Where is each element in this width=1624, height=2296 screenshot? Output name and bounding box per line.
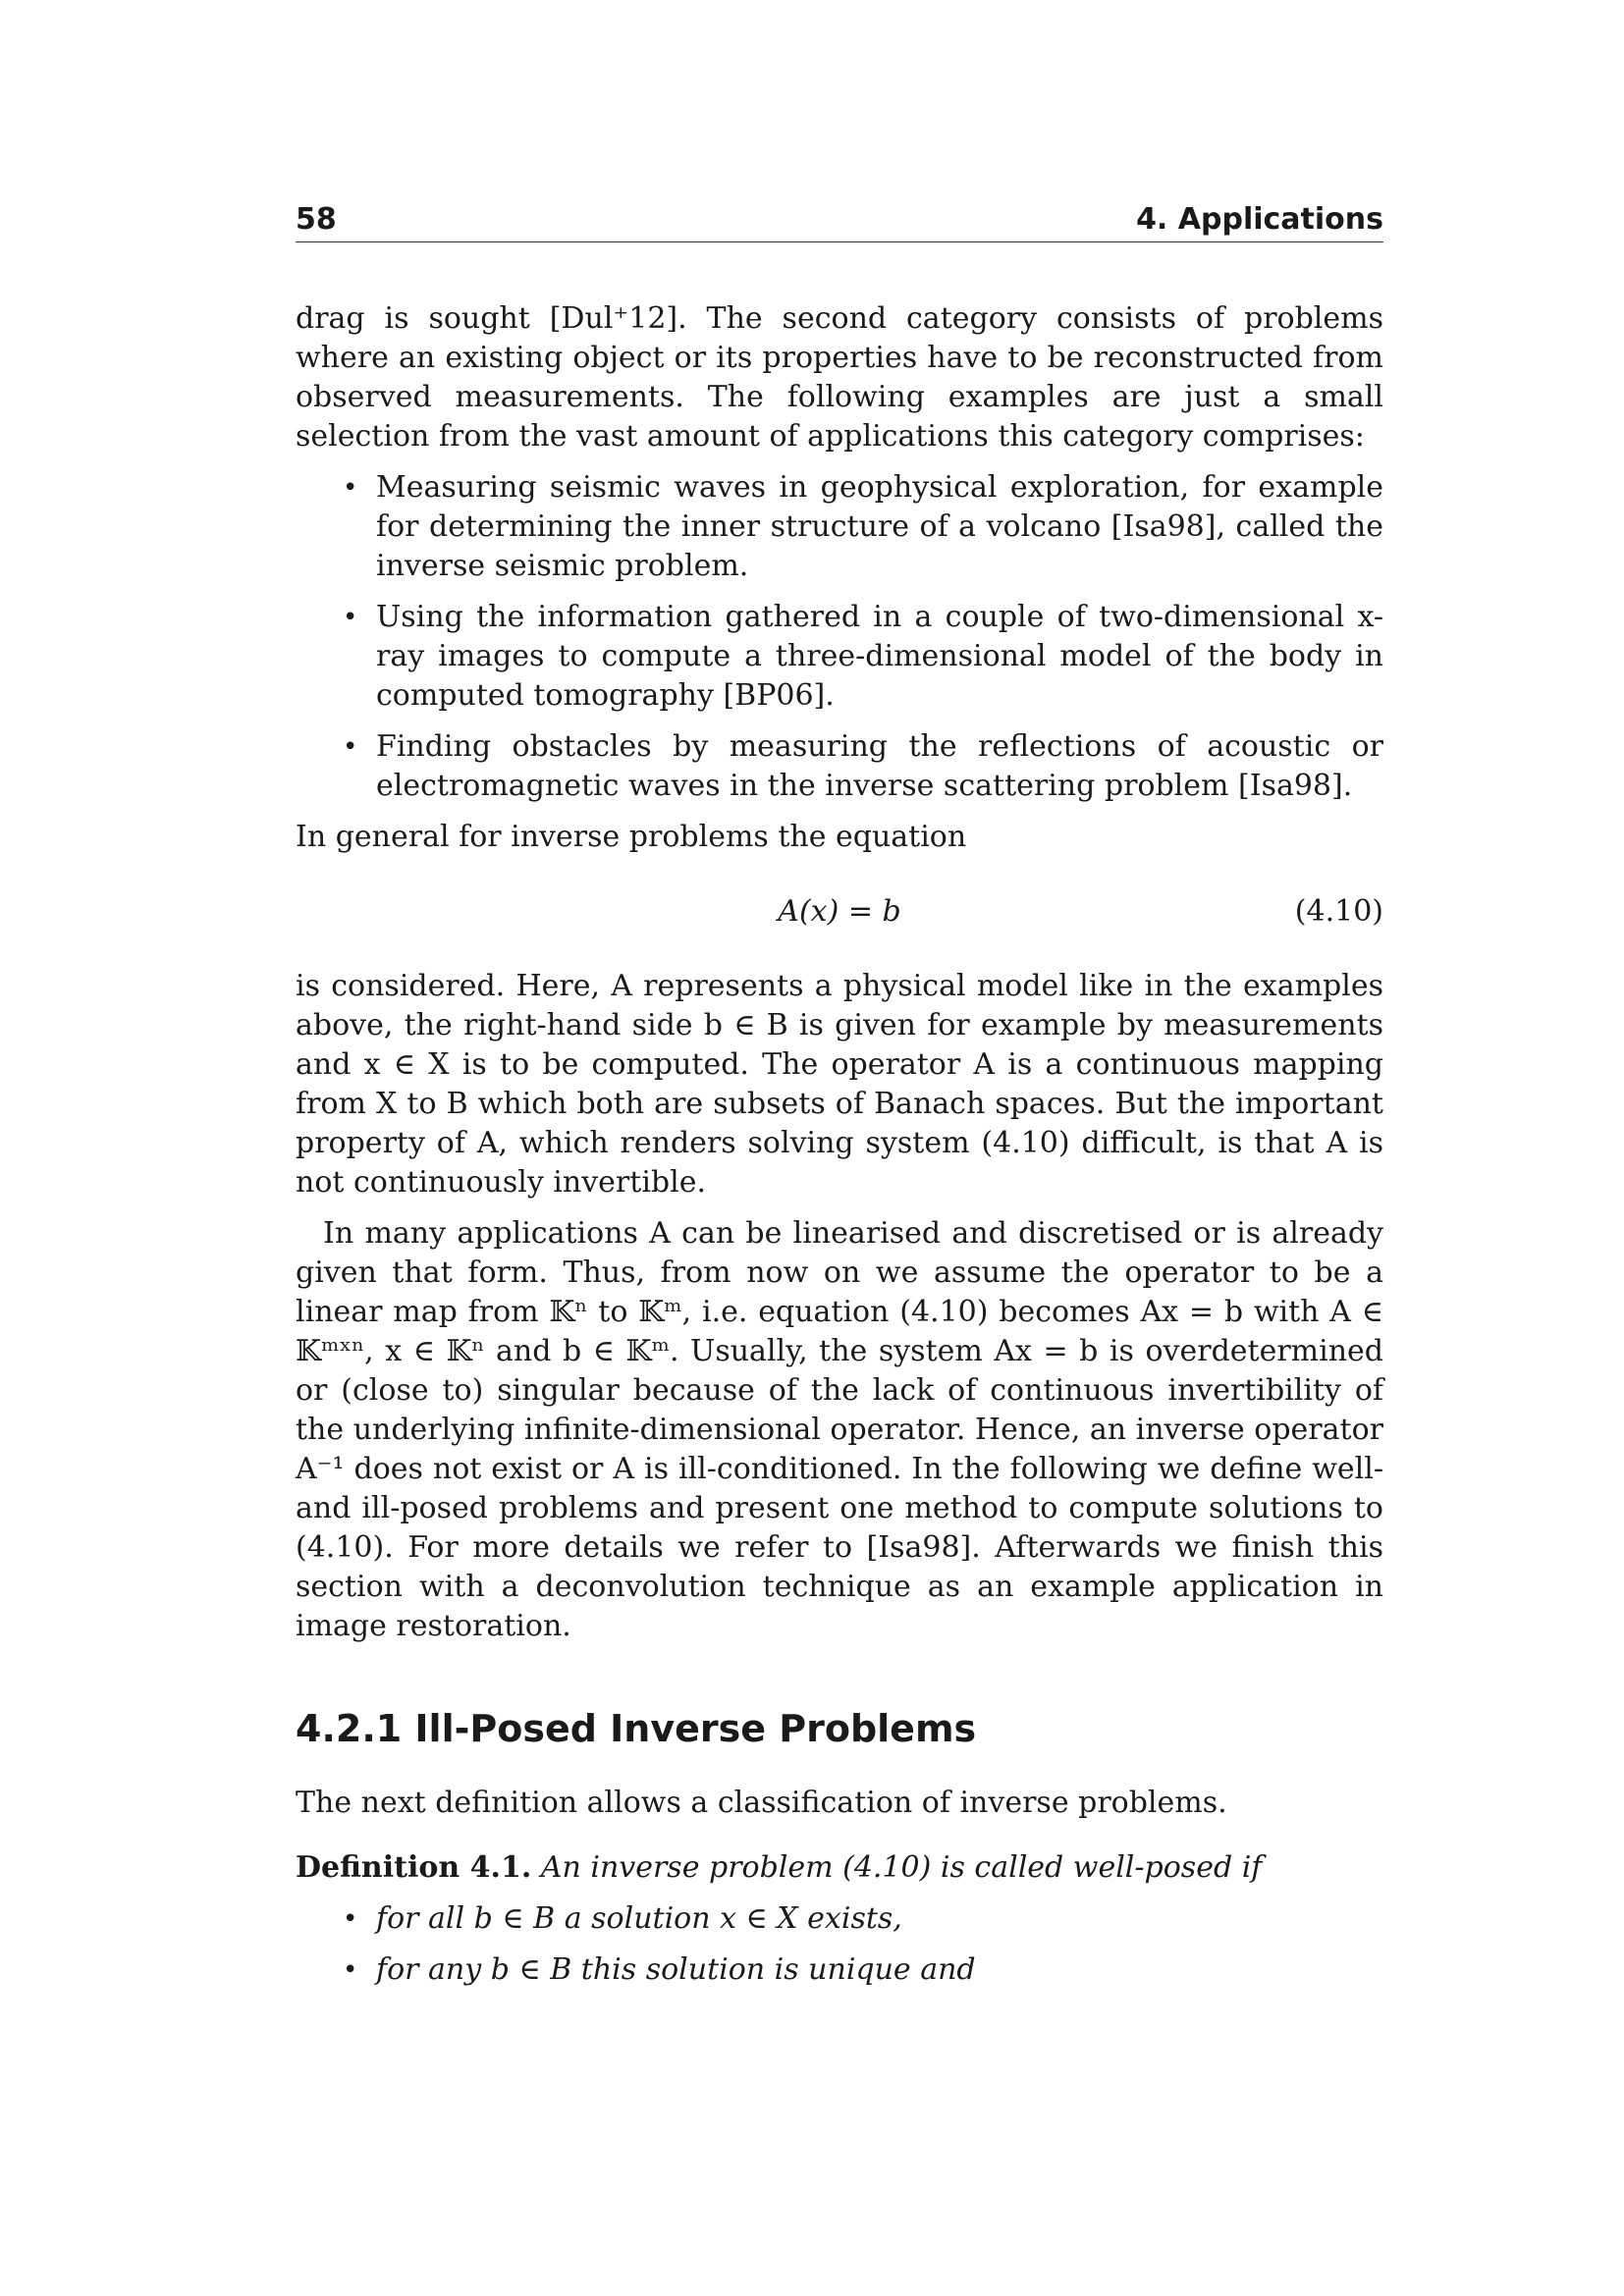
- definition-list: [296, 1899, 1383, 1990]
- paragraph: is considered. Here, A represents a physical model like in the examples above, the right-hand side b ∈ B is given for example by measurements and x ∈ X is to be computed. The operator A is a continuous mapping from X to B which both are subsets of Banach spaces. But the important property of A, which renders solving system (4.10) difficult, is that A is not continuously invertible.: [296, 969, 1383, 1200]
- examples-list: [296, 468, 1383, 806]
- paragraph: In general for inverse problems the equation: [296, 820, 967, 854]
- page-body: [296, 299, 1383, 2002]
- list-item: • Finding obstacles by measuring the reflections of acoustic or electromagnetic waves in the inverse scattering problem [Isa98].: [376, 727, 1383, 806]
- page-number: 58: [296, 202, 337, 237]
- paragraph: In many applications A can be linearised and discretised or is already given that form. Thus, from now on we assume the operator to be a linear map from 𝕂ⁿ to 𝕂ᵐ, i.e. equation (4.10) becomes Ax = b with A ∈ 𝕂ᵐˣⁿ, x ∈ 𝕂ⁿ and b ∈ 𝕂ᵐ. Usually, the system Ax = b is overdetermined or (close to) singular because of the lack of continuous invertibility of the underlying infinite-dimensional operator. Hence, an inverse operator A⁻¹ does not exist or A is ill-conditioned. In the following we define well- and ill-posed problems and present one method to compute solutions to (4.10). For more details we refer to [Isa98]. Afterwards we finish this section with a deconvolution technique as an example application in image restoration.: [296, 1216, 1383, 1643]
- paragraph: drag is sought [Dul⁺12]. The second category consists of problems where an existing object or its properties have to be reconstructed from observed measurements. The following examples are just a small selection from the vast amount of applications this category comprises:: [296, 301, 1383, 454]
- section-heading: 4.2.1 Ill-Posed Inverse Problems: [296, 1707, 977, 1750]
- equation: [296, 892, 1383, 932]
- equation-expression: A(x) = b: [778, 894, 901, 929]
- running-header: [296, 200, 1383, 242]
- definition: [296, 1848, 1383, 1888]
- chapter-title: 4. Applications: [1136, 202, 1383, 237]
- list-item: • for all b ∈ B a solution x ∈ X exists,: [376, 1899, 1383, 1939]
- equation-number: (4.10): [1294, 894, 1383, 929]
- definition-label: Definition 4.1.: [296, 1850, 532, 1885]
- paragraph: The next definition allows a classification of inverse problems.: [296, 1786, 1227, 1820]
- list-item: • for any b ∈ B this solution is unique and: [376, 1950, 1383, 1990]
- list-item: • Using the information gathered in a couple of two-dimensional x-ray images to compute a three-dimensional model of the body in computed tomography [BP06].: [376, 598, 1383, 716]
- definition-text: An inverse problem (4.10) is called well-posed if: [540, 1850, 1263, 1885]
- list-item: • Measuring seismic waves in geophysical exploration, for example for determining the inner structure of a volcano [Isa98], called the inverse seismic problem.: [376, 468, 1383, 586]
